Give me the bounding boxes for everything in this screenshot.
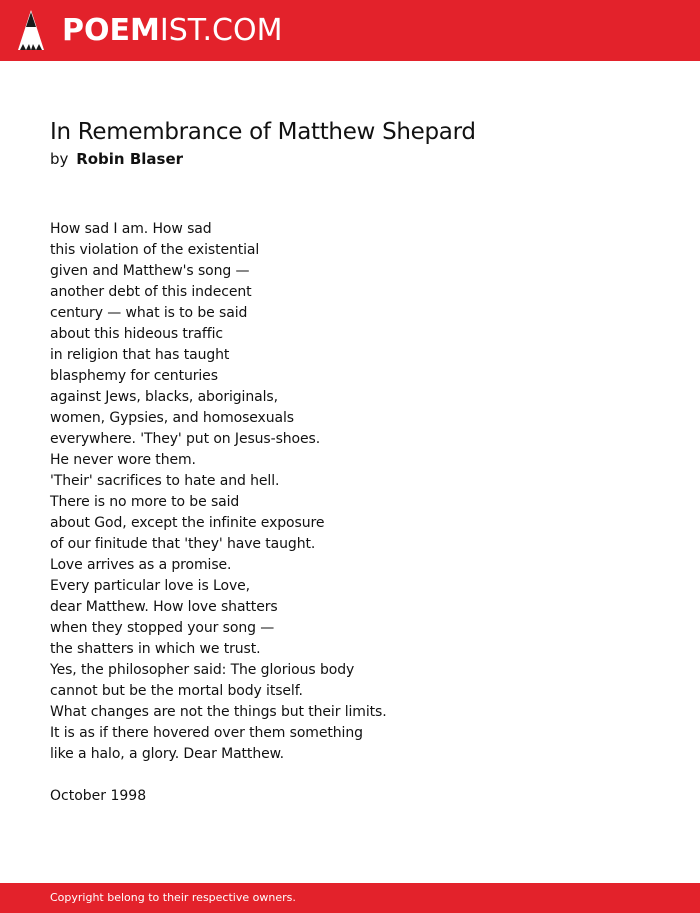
logo-light-text: IST.COM bbox=[159, 13, 283, 48]
poem-line: of our finitude that 'they' have taught. bbox=[50, 536, 316, 552]
poem-title: In Remembrance of Matthew Shepard bbox=[50, 119, 476, 145]
copyright-notice: Copyright belong to their respective owners. bbox=[50, 891, 296, 904]
poem-line: dear Matthew. How love shatters bbox=[50, 599, 278, 615]
poem-line: Every particular love is Love, bbox=[50, 578, 250, 594]
poem-line: like a halo, a glory. Dear Matthew. bbox=[50, 746, 285, 762]
poem-line: about God, except the infinite exposure bbox=[50, 515, 325, 531]
poem-line: another debt of this indecent bbox=[50, 284, 252, 300]
poem-line: against Jews, blacks, aboriginals, bbox=[50, 389, 278, 405]
poem-body bbox=[50, 219, 650, 765]
pencil-tip-icon[interactable] bbox=[18, 10, 44, 52]
poem-line: It is as if there hovered over them something bbox=[50, 725, 363, 741]
author-name: Robin Blaser bbox=[76, 150, 184, 168]
logo-bold-text: POEM bbox=[62, 13, 160, 48]
poem-date: October 1998 bbox=[50, 788, 147, 804]
poem-line: 'Their' sacrifices to hate and hell. bbox=[50, 473, 280, 489]
poem-line: blasphemy for centuries bbox=[50, 368, 218, 384]
by-label: by bbox=[50, 150, 69, 168]
poem-line: cannot but be the mortal body itself. bbox=[50, 683, 303, 699]
poem-line: Yes, the philosopher said: The glorious body bbox=[50, 662, 355, 678]
poem-line: How sad I am. How sad bbox=[50, 221, 212, 237]
poem-line: women, Gypsies, and homosexuals bbox=[50, 410, 294, 426]
poem-line: the shatters in which we trust. bbox=[50, 641, 261, 657]
site-logo[interactable] bbox=[62, 12, 282, 50]
poem-line: What changes are not the things but their limits. bbox=[50, 704, 387, 720]
poem-line: given and Matthew's song — bbox=[50, 263, 250, 279]
site-header bbox=[0, 0, 700, 61]
poem-line: this violation of the existential bbox=[50, 242, 260, 258]
poem-line: about this hideous traffic bbox=[50, 326, 223, 342]
poem-line: There is no more to be said bbox=[50, 494, 240, 510]
poem-line: Love arrives as a promise. bbox=[50, 557, 232, 573]
site-footer bbox=[0, 883, 700, 913]
poem-line: when they stopped your song — bbox=[50, 620, 275, 636]
byline bbox=[50, 148, 183, 170]
poem-line: He never wore them. bbox=[50, 452, 196, 468]
poem-line: in religion that has taught bbox=[50, 347, 230, 363]
poem-line: everywhere. 'They' put on Jesus-shoes. bbox=[50, 431, 321, 447]
poem-line: century — what is to be said bbox=[50, 305, 248, 321]
